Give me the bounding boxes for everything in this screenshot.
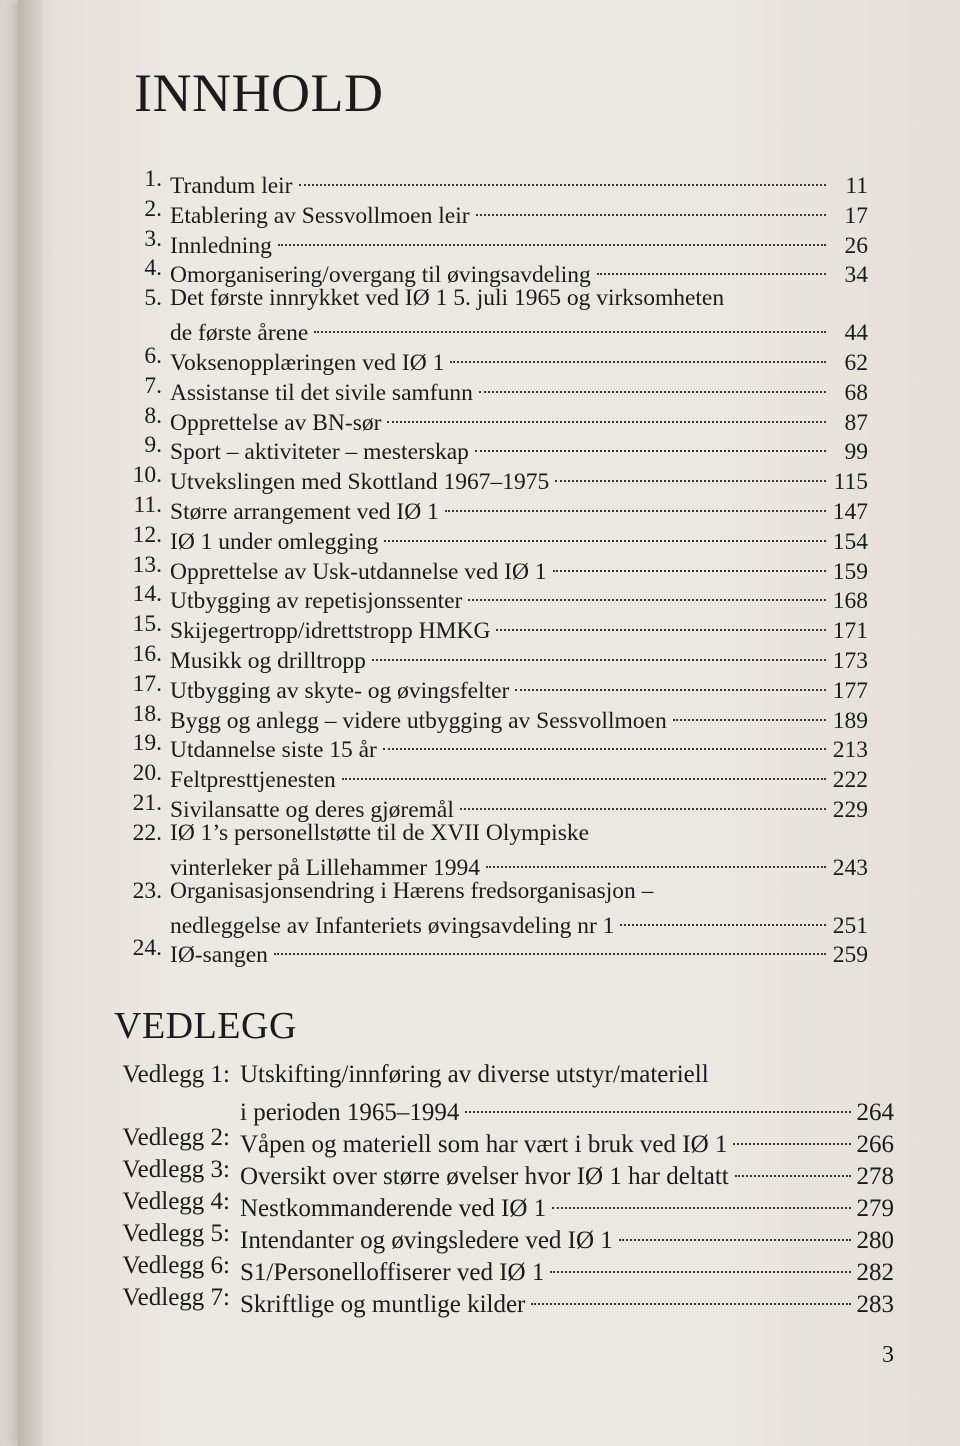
entry-title: Utvekslingen med Skottland 1967–1975 [170,469,550,496]
appendix-label: Vedlegg 6: [122,1252,230,1279]
entry-number: 20. [132,760,162,787]
dot-leader [274,934,826,962]
entry-title: Utbygging av repetisjonssenter [170,588,463,615]
dot-leader [278,225,826,253]
entry-line [240,1188,894,1223]
entry-page-number: 283 [856,1291,894,1318]
dot-leader [468,580,826,608]
entry-number: 9. [144,432,162,459]
entry-title: Sivilansatte og deres gjøremål [170,797,454,823]
entry-title: Assistanse til det sivile samfunn [170,379,473,406]
appendix-label: Vedlegg 2: [122,1124,230,1151]
appendix-label: Vedlegg 3: [122,1156,230,1183]
entry-page-number: 34 [844,262,868,289]
entry-page-number: 173 [832,648,868,674]
entry-number: 22. [132,819,162,846]
entry-line [240,1252,894,1287]
dot-leader [620,905,826,933]
dot-leader [445,491,826,519]
entry-title: Våpen og materiell som har vært i bruk ved IØ 1 [240,1131,728,1158]
entry-number: 6. [144,343,162,369]
entry-title: Skriftlige og muntlige kilder [240,1291,526,1318]
entry-line [170,934,868,969]
entry-title: Voksenopplæringen ved IØ 1 [170,350,445,376]
entry-title-continued: i perioden 1965–1994 [240,1099,460,1126]
entry-number: 11. [133,492,162,518]
entry-number: 12. [132,521,162,548]
dot-leader [383,729,826,757]
entry-title: Intendanter og øvingsledere ved IØ 1 [240,1227,613,1254]
dot-leader [555,461,826,489]
entry-line [240,1092,894,1127]
page-number: 3 [882,1342,894,1368]
book-page [18,0,960,1446]
dot-leader [673,700,826,728]
entry-page-number: 280 [856,1227,894,1254]
entry-title: Større arrangement ved IØ 1 [170,499,439,525]
dot-leader [597,254,826,282]
entry-title: Trandum leir [170,173,293,199]
appendix-label: Vedlegg 5: [122,1220,230,1247]
entry-page-number: 68 [844,379,868,406]
entry-title: IØ 1’s personellstøtte til de XVII Olympiske [170,819,590,846]
entry-number: 15. [132,611,162,638]
entry-page-number: 279 [856,1195,894,1222]
entry-number: 24. [132,935,162,962]
entry-title-continued: nedleggelse av Infanteriets øvingsavdeling nr 1 [170,912,615,939]
entry-page-number: 282 [856,1259,894,1286]
entry-title: Utdannelse siste 15 år [170,737,377,764]
entry-title: Innledning [170,232,272,259]
appendix-label: Vedlegg 1: [122,1061,230,1088]
entry-title: Opprettelse av Usk-utdannelse ved IØ 1 [170,558,547,585]
dot-leader [450,342,826,370]
entry-page-number: 213 [832,737,868,764]
dot-leader [486,847,826,875]
dot-leader [476,195,826,223]
appendix-heading: VEDLEGG [114,1005,297,1047]
entry-page-number: 278 [856,1163,894,1190]
entry-number: 17. [132,670,162,697]
entry-title-continued: vinterleker på Lillehammer 1994 [170,854,480,881]
dot-leader [496,610,826,638]
entry-number: 18. [132,700,162,727]
entry-number: 21. [132,790,162,816]
entry-line [240,1284,894,1319]
entry-page-number: 222 [832,767,868,794]
contents-heading: INNHOLD [134,63,384,123]
entry-page-number: 243 [832,854,868,881]
entry-number: 19. [132,730,162,757]
entry-number: 14. [132,581,162,608]
entry-title: IØ 1 under omlegging [170,528,379,555]
entry-page-number: 99 [844,439,868,466]
entry-page-number: 259 [832,942,868,969]
dot-leader [384,521,826,549]
entry-title: IØ-sangen [170,942,268,969]
entry-page-number: 154 [832,528,868,555]
entry-page-number: 177 [832,677,868,704]
entry-title: Bygg og anlegg – videre utbygging av Sessvollmoen [170,707,667,734]
entry-title: Sport – aktiviteter – mesterskap [170,439,469,466]
dot-leader [552,1188,850,1216]
entry-line [240,1220,894,1255]
dot-leader [550,1252,850,1280]
dot-leader [515,670,826,698]
dot-leader [460,789,826,817]
entry-number: 10. [132,462,162,489]
entry-line [240,1156,894,1191]
entry-page-number: 159 [832,558,868,585]
entry-title: Organisasjonsendring i Hærens fredsorganisasjon – [170,877,654,904]
entry-title: Skijegertropp/idrettstropp HMKG [170,618,491,645]
entry-title: Etablering av Sessvollmoen leir [170,202,470,229]
appendix-label: Vedlegg 4: [122,1188,230,1215]
entry-title: S1/Personelloffiserer ved IØ 1 [240,1259,545,1286]
entry-number: 1. [144,166,162,192]
entry-number: 5. [144,285,162,312]
dot-leader [553,551,826,579]
entry-page-number: 62 [844,350,868,376]
appendix-label: Vedlegg 7: [122,1284,230,1311]
dot-leader [387,402,826,430]
dot-leader [314,312,826,340]
book-gutter [18,0,42,1446]
entry-line [240,1124,894,1159]
dot-leader [465,1092,850,1120]
entry-page-number: 147 [832,499,868,525]
entry-page-number: 168 [832,588,868,615]
entry-title: Musikk og drilltropp [170,648,366,674]
dot-leader [299,165,826,193]
dot-leader [531,1284,850,1312]
entry-title: Opprettelse av BN-sør [170,409,382,436]
entry-number: 4. [144,255,162,282]
dot-leader [475,431,826,459]
entry-page-number: 17 [844,202,868,229]
entry-title: Oversikt over større øvelser hvor IØ 1 har deltatt [240,1163,729,1190]
entry-page-number: 266 [856,1131,894,1158]
dot-leader [372,640,826,668]
entry-title: Omorganisering/overgang til øvingsavdeling [170,262,591,289]
entry-number: 8. [144,402,162,429]
entry-number: 13. [132,551,162,578]
entry-title: Nestkommanderende ved IØ 1 [240,1195,547,1222]
entry-number: 23. [132,877,162,904]
dot-leader [735,1156,851,1184]
entry-page-number: 189 [832,707,868,734]
entry-title-continued: de første årene [170,320,309,347]
entry-title: Utbygging av skyte- og øvingsfelter [170,677,510,704]
entry-page-number: 171 [832,618,868,645]
entry-number: 3. [144,225,162,252]
entry-page-number: 115 [833,469,868,496]
entry-title: Feltpresttjenesten [170,767,336,794]
entry-title: Det første innrykket ved IØ 1 5. juli 1965 og virksomheten [170,285,725,312]
entry-page-number: 229 [832,797,868,823]
entry-page-number: 264 [856,1099,894,1126]
dot-leader [619,1220,851,1248]
entry-page-number: 251 [832,912,868,939]
entry-number: 7. [144,372,162,399]
entry-title: Utskifting/innføring av diverse utstyr/materiell [240,1061,709,1088]
dot-leader [733,1124,850,1152]
entry-page-number: 26 [844,232,868,259]
entry-page-number: 87 [844,409,868,436]
entry-page-number: 44 [844,320,868,347]
dot-leader [479,372,826,400]
dot-leader [342,759,826,787]
entry-number: 2. [144,195,162,222]
entry-number: 16. [132,641,162,667]
entry-page-number: 11 [845,173,868,199]
